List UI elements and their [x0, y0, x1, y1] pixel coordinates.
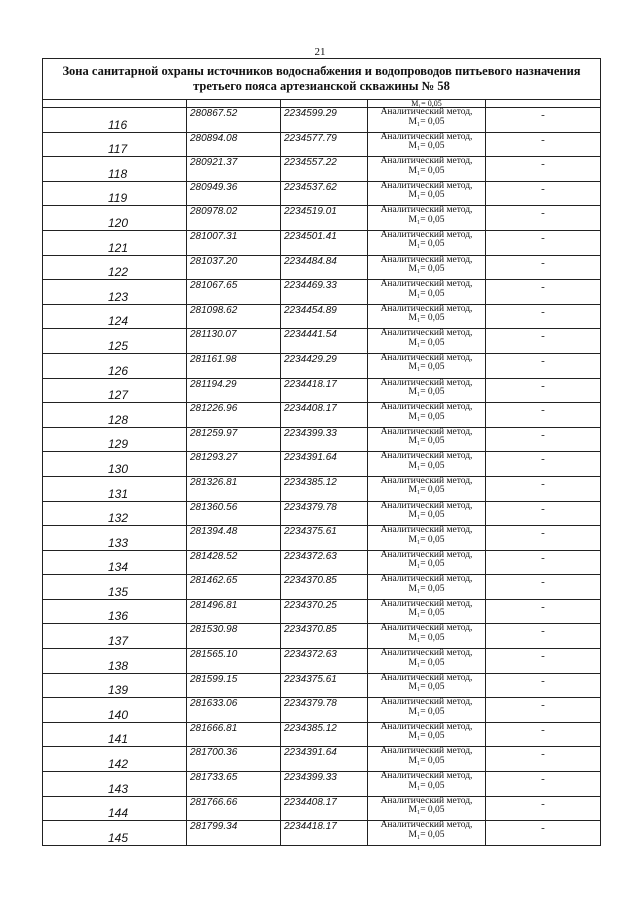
method-text: Аналитический метод, [380, 574, 473, 585]
point-number: 138 [108, 658, 129, 673]
cell-y-coordinate: 2234375.61 [281, 673, 368, 698]
cell-empty [43, 100, 187, 108]
point-number: 136 [108, 609, 129, 624]
cell-note: - [486, 230, 601, 255]
cell-x-coordinate: 281394.48 [187, 526, 281, 551]
point-number: 126 [108, 363, 129, 378]
cell-method [368, 255, 486, 280]
cell-y-coordinate: 2234454.89 [281, 304, 368, 329]
table-row [43, 796, 601, 821]
accuracy-text: М₁= 0,05 [408, 141, 445, 152]
cell-method [368, 230, 486, 255]
table-row [43, 157, 601, 182]
method-text: Аналитический метод, [380, 107, 473, 117]
cell-point-number [43, 796, 187, 821]
cell-point-number [43, 452, 187, 477]
cell-method [368, 550, 486, 575]
cell-x-coordinate: 280978.02 [187, 206, 281, 231]
table-row [43, 526, 601, 551]
table-row [43, 206, 601, 231]
cell-y-coordinate: 2234469.33 [281, 280, 368, 305]
cell-point-number [43, 206, 187, 231]
accuracy-text: М₁= 0,05 [408, 829, 445, 840]
cell-method [368, 722, 486, 747]
cell-method [368, 673, 486, 698]
cell-x-coordinate: 281098.62 [187, 304, 281, 329]
point-number: 119 [108, 191, 128, 206]
cell-note: - [486, 747, 601, 772]
accuracy-text: М₁= 0,05 [408, 559, 445, 570]
table-row [43, 280, 601, 305]
method-text: Аналитический метод, [380, 771, 473, 782]
point-number: 116 [108, 117, 128, 132]
table-row [43, 108, 601, 133]
method-text: Аналитический метод, [380, 746, 473, 757]
method-text: Аналитический метод, [380, 623, 473, 634]
accuracy-text: М₁= 0,05 [408, 337, 445, 348]
cell-method [368, 108, 486, 133]
accuracy-text: М₁= 0,05 [408, 510, 445, 520]
point-number: 124 [108, 314, 129, 329]
method-text: Аналитический метод, [380, 279, 473, 290]
accuracy-text: М₁= 0,05 [408, 485, 445, 496]
table-row [43, 304, 601, 329]
continuation-row [43, 100, 601, 108]
cell-point-number [43, 230, 187, 255]
method-text: Аналитический метод, [380, 377, 473, 388]
method-text: Аналитический метод, [380, 156, 473, 167]
cell-point-number [43, 329, 187, 354]
cell-point-number [43, 821, 187, 846]
cell-note: - [486, 624, 601, 649]
cell-point-number [43, 280, 187, 305]
cell-x-coordinate: 281599.15 [187, 673, 281, 698]
point-number: 137 [108, 634, 129, 649]
cell-x-coordinate: 281565.10 [187, 649, 281, 674]
accuracy-text: М₁= 0,05 [408, 731, 445, 742]
method-text: Аналитический метод, [380, 525, 473, 536]
cell-method [368, 353, 486, 378]
cell-note: - [486, 599, 601, 624]
title-line-1: Зона санитарной охраны источников водоснабжения и водопроводов питьевого назначения [62, 64, 581, 78]
cell-method [368, 772, 486, 797]
cell-x-coordinate: 281130.07 [187, 329, 281, 354]
cell-y-coordinate: 2234418.17 [281, 821, 368, 846]
cell-x-coordinate: 281496.81 [187, 599, 281, 624]
table-row [43, 575, 601, 600]
cell-y-coordinate: 2234391.64 [281, 452, 368, 477]
cell-y-coordinate: 2234379.78 [281, 501, 368, 526]
accuracy-text: М₁= 0,05 [408, 682, 445, 693]
cell-note: - [486, 304, 601, 329]
cell-method [368, 575, 486, 600]
method-text: Аналитический метод, [380, 303, 473, 314]
accuracy-text: М₁= 0,05 [408, 214, 445, 225]
point-number: 128 [108, 412, 129, 427]
cell-empty [281, 100, 368, 108]
accuracy-text: М₁= 0,05 [408, 534, 445, 545]
cell-note: - [486, 181, 601, 206]
cell-note: - [486, 526, 601, 551]
cell-method [368, 747, 486, 772]
point-number: 133 [108, 535, 129, 550]
accuracy-text: М₁= 0,05 [408, 411, 445, 422]
table-row [43, 230, 601, 255]
accuracy-text: М₁= 0,05 [408, 706, 445, 717]
table-row [43, 501, 601, 526]
cell-point-number [43, 378, 187, 403]
point-number: 134 [108, 560, 129, 575]
table-row [43, 427, 601, 452]
cell-point-number [43, 526, 187, 551]
cell-point-number [43, 501, 187, 526]
cell-accuracy: М₁= 0,05 [368, 100, 486, 108]
method-text: Аналитический метод, [380, 820, 473, 831]
method-text: Аналитический метод, [380, 475, 473, 486]
cell-y-coordinate: 2234408.17 [281, 796, 368, 821]
accuracy-text: М₁= 0,05 [408, 436, 445, 447]
method-text: Аналитический метод, [380, 795, 473, 806]
cell-note: - [486, 649, 601, 674]
table-row [43, 452, 601, 477]
cell-y-coordinate: 2234577.79 [281, 132, 368, 157]
method-text: Аналитический метод, [380, 648, 473, 659]
cell-note: - [486, 452, 601, 477]
cell-point-number [43, 747, 187, 772]
accuracy-text: М₁= 0,05 [408, 608, 445, 619]
point-number: 122 [108, 265, 129, 280]
cell-point-number [43, 624, 187, 649]
cell-point-number [43, 476, 187, 501]
point-number: 120 [108, 215, 129, 230]
cell-point-number [43, 255, 187, 280]
point-number: 129 [108, 437, 129, 452]
cell-y-coordinate: 2234429.29 [281, 353, 368, 378]
cell-method [368, 526, 486, 551]
cell-method [368, 452, 486, 477]
cell-x-coordinate: 281360.56 [187, 501, 281, 526]
cell-x-coordinate: 281462.65 [187, 575, 281, 600]
cell-y-coordinate: 2234372.63 [281, 649, 368, 674]
method-text: Аналитический метод, [380, 180, 473, 191]
point-number: 139 [108, 683, 129, 698]
cell-note: - [486, 157, 601, 182]
cell-method [368, 624, 486, 649]
table-title [43, 59, 601, 100]
cell-point-number [43, 649, 187, 674]
cell-x-coordinate: 281428.52 [187, 550, 281, 575]
cell-y-coordinate: 2234385.12 [281, 476, 368, 501]
cell-empty [486, 100, 601, 108]
point-number: 131 [108, 486, 129, 501]
table-row [43, 772, 601, 797]
point-number: 132 [108, 511, 129, 526]
cell-x-coordinate: 281799.34 [187, 821, 281, 846]
cell-point-number [43, 132, 187, 157]
cell-point-number [43, 550, 187, 575]
cell-empty [187, 100, 281, 108]
cell-point-number [43, 772, 187, 797]
cell-note: - [486, 255, 601, 280]
cell-x-coordinate: 280867.52 [187, 108, 281, 133]
cell-y-coordinate: 2234399.33 [281, 772, 368, 797]
table-row [43, 599, 601, 624]
cell-x-coordinate: 281259.97 [187, 427, 281, 452]
cell-x-coordinate: 281633.06 [187, 698, 281, 723]
cell-method [368, 329, 486, 354]
cell-method [368, 403, 486, 428]
table-row [43, 550, 601, 575]
cell-note: - [486, 476, 601, 501]
cell-method [368, 181, 486, 206]
table-row [43, 132, 601, 157]
accuracy-text: М₁= 0,05 [408, 805, 445, 816]
cell-x-coordinate: 281194.29 [187, 378, 281, 403]
cell-note: - [486, 108, 601, 133]
cell-y-coordinate: 2234441.54 [281, 329, 368, 354]
table-row [43, 181, 601, 206]
cell-y-coordinate: 2234370.85 [281, 575, 368, 600]
cell-y-coordinate: 2234599.29 [281, 108, 368, 133]
table-row [43, 722, 601, 747]
table-row [43, 353, 601, 378]
accuracy-text: М₁= 0,05 [408, 264, 445, 275]
cell-y-coordinate: 2234391.64 [281, 747, 368, 772]
cell-x-coordinate: 281530.98 [187, 624, 281, 649]
point-number: 143 [108, 781, 129, 796]
method-text: Аналитический метод, [380, 402, 473, 413]
cell-y-coordinate: 2234484.84 [281, 255, 368, 280]
cell-y-coordinate: 2234375.61 [281, 526, 368, 551]
cell-method [368, 649, 486, 674]
cell-y-coordinate: 2234370.25 [281, 599, 368, 624]
cell-point-number [43, 673, 187, 698]
cell-note: - [486, 280, 601, 305]
cell-point-number [43, 599, 187, 624]
cell-note: - [486, 132, 601, 157]
table-row [43, 329, 601, 354]
cell-note: - [486, 378, 601, 403]
title-line-2: третьего пояса артезианской скважины № 58 [193, 79, 450, 93]
table-row [43, 378, 601, 403]
cell-x-coordinate: 281700.36 [187, 747, 281, 772]
cell-point-number [43, 108, 187, 133]
cell-method [368, 378, 486, 403]
table-row [43, 821, 601, 846]
method-text: Аналитический метод, [380, 721, 473, 732]
accuracy-text: М₁= 0,05 [408, 362, 445, 373]
method-text: Аналитический метод, [380, 205, 473, 216]
cell-y-coordinate: 2234537.62 [281, 181, 368, 206]
table-row [43, 649, 601, 674]
cell-method [368, 157, 486, 182]
cell-note: - [486, 353, 601, 378]
table-row [43, 624, 601, 649]
point-number: 123 [108, 289, 129, 304]
point-number: 141 [108, 732, 129, 747]
cell-x-coordinate: 281037.20 [187, 255, 281, 280]
point-number: 142 [108, 757, 129, 772]
cell-point-number [43, 722, 187, 747]
cell-point-number [43, 181, 187, 206]
cell-note: - [486, 575, 601, 600]
cell-point-number [43, 403, 187, 428]
point-number: 144 [108, 806, 129, 821]
accuracy-text: М₁= 0,05 [408, 632, 445, 643]
table-row [43, 673, 601, 698]
table-title-row [43, 59, 601, 100]
cell-method [368, 427, 486, 452]
cell-x-coordinate: 281161.98 [187, 353, 281, 378]
cell-y-coordinate: 2234385.12 [281, 722, 368, 747]
cell-note: - [486, 821, 601, 846]
accuracy-text: М₁= 0,05 [408, 165, 445, 176]
cell-y-coordinate: 2234557.22 [281, 157, 368, 182]
method-text: Аналитический метод, [380, 131, 473, 142]
cell-x-coordinate: 281067.65 [187, 280, 281, 305]
cell-note: - [486, 550, 601, 575]
method-text: Аналитический метод, [380, 229, 473, 240]
table-row [43, 698, 601, 723]
method-text: Аналитический метод, [380, 672, 473, 683]
cell-note: - [486, 329, 601, 354]
cell-x-coordinate: 280949.36 [187, 181, 281, 206]
cell-method [368, 476, 486, 501]
cell-method [368, 599, 486, 624]
cell-y-coordinate: 2234408.17 [281, 403, 368, 428]
accuracy-text: М₁= 0,05 [408, 780, 445, 791]
method-text: Аналитический метод, [380, 328, 473, 339]
cell-method [368, 698, 486, 723]
accuracy-text: М₁= 0,05 [408, 288, 445, 299]
accuracy-text: М₁= 0,05 [408, 313, 445, 324]
cell-point-number [43, 304, 187, 329]
cell-point-number [43, 157, 187, 182]
cell-point-number [43, 353, 187, 378]
cell-point-number [43, 698, 187, 723]
point-number: 130 [108, 461, 129, 476]
accuracy-text: М₁= 0,05 [408, 583, 445, 594]
cell-method [368, 304, 486, 329]
cell-y-coordinate: 2234370.85 [281, 624, 368, 649]
method-text: Аналитический метод, [380, 254, 473, 265]
cell-note: - [486, 501, 601, 526]
cell-y-coordinate: 2234519.01 [281, 206, 368, 231]
point-number: 140 [108, 707, 129, 722]
table-row [43, 476, 601, 501]
accuracy-text: М₁= 0,05 [408, 387, 445, 398]
accuracy-text: М₁= 0,05 [408, 460, 445, 471]
method-text: Аналитический метод, [380, 549, 473, 560]
cell-note: - [486, 698, 601, 723]
method-text: Аналитический метод, [380, 352, 473, 363]
method-text: Аналитический метод, [380, 697, 473, 708]
point-number: 145 [108, 830, 129, 845]
accuracy-text: М₁= 0,05 [408, 239, 445, 250]
cell-x-coordinate: 281666.81 [187, 722, 281, 747]
cell-note: - [486, 427, 601, 452]
cell-note: - [486, 772, 601, 797]
cell-y-coordinate: 2234379.78 [281, 698, 368, 723]
cell-x-coordinate: 281733.65 [187, 772, 281, 797]
accuracy-text: М₁= 0,05 [408, 657, 445, 668]
cell-x-coordinate: 281326.81 [187, 476, 281, 501]
cell-method [368, 206, 486, 231]
cell-note: - [486, 673, 601, 698]
table-row [43, 747, 601, 772]
cell-point-number [43, 575, 187, 600]
accuracy-text: М₁= 0,05 [408, 116, 445, 127]
cell-x-coordinate: 281007.31 [187, 230, 281, 255]
method-text: Аналитический метод, [380, 598, 473, 609]
cell-y-coordinate: 2234501.41 [281, 230, 368, 255]
cell-method [368, 132, 486, 157]
cell-note: - [486, 403, 601, 428]
method-text: Аналитический метод, [380, 500, 473, 511]
point-number: 117 [108, 142, 128, 157]
cell-y-coordinate: 2234418.17 [281, 378, 368, 403]
table-row [43, 255, 601, 280]
cell-method [368, 501, 486, 526]
cell-note: - [486, 722, 601, 747]
cell-x-coordinate: 281766.66 [187, 796, 281, 821]
cell-note: - [486, 206, 601, 231]
accuracy-text: М₁= 0,05 [408, 190, 445, 201]
page-number: 21 [314, 46, 326, 58]
cell-x-coordinate: 280921.37 [187, 157, 281, 182]
cell-method [368, 821, 486, 846]
cell-y-coordinate: 2234399.33 [281, 427, 368, 452]
cell-method [368, 280, 486, 305]
point-number: 121 [108, 240, 129, 255]
method-text: Аналитический метод, [380, 426, 473, 437]
accuracy-text: М₁= 0,05 [408, 755, 445, 766]
point-number: 135 [108, 584, 129, 599]
method-text: Аналитический метод, [380, 451, 473, 462]
cell-x-coordinate: 280894.08 [187, 132, 281, 157]
cell-y-coordinate: 2234372.63 [281, 550, 368, 575]
cell-method [368, 796, 486, 821]
cell-point-number [43, 427, 187, 452]
table-row [43, 403, 601, 428]
cell-x-coordinate: 281293.27 [187, 452, 281, 477]
point-number: 118 [108, 166, 128, 181]
point-number: 127 [108, 388, 129, 403]
point-number: 125 [108, 338, 129, 353]
coordinates-table [42, 58, 601, 846]
cell-note: - [486, 796, 601, 821]
cell-x-coordinate: 281226.96 [187, 403, 281, 428]
